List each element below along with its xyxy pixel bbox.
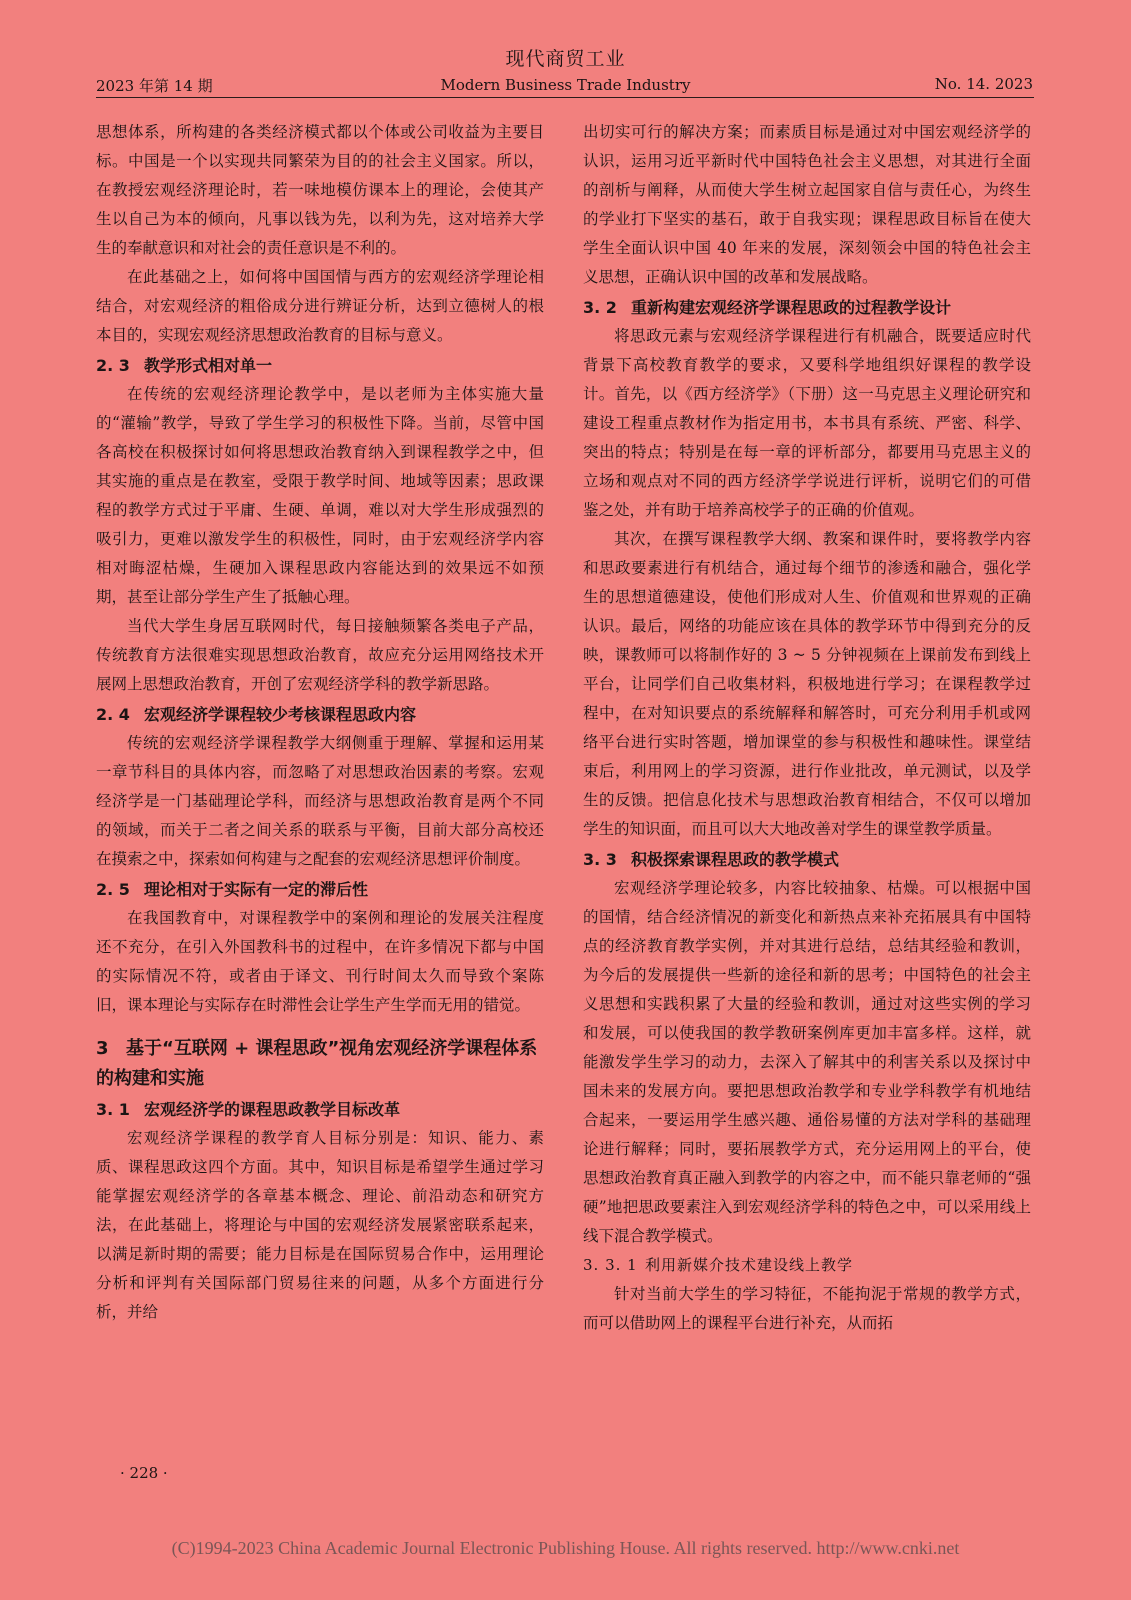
section-heading-3-3 xyxy=(583,845,1031,874)
paragraph: 其次，在撰写课程教学大纲、教案和课件时，要将教学内容和思政要素进行有机结合，通过每个细节的渗透和融合，强化学生的思想道德建设，使他们形成对人生、价值观和世界观的正确认识。最后，网络的功能应该在具体的教学环节中得到充分的反映，课教师可以将制作好的 3 ~ 5 分钟视频在上课前发布到线上平台，让同学们自己收集材料，积极地进行学习；在课程教学过程中，在对知识要点的系统解释和解答时，可充分利用手机或网络平台进行实时答题，增加课堂的参与积极性和趣味性。课堂结束后，利用网上的学习资源，进行作业批改，单元测试，以及学生的反馈。把信息化技术与思想政治教育相结合，不仅可以增加学生的知识面，而且可以大大地改善对学生的课堂教学质量。 xyxy=(583,530,1031,838)
section-number: 3. 3. 1 xyxy=(583,1256,638,1274)
paragraph: 思想体系，所构建的各类经济模式都以个体或公司收益为主要目标。中国是一个以实现共同繁荣为目的的社会主义国家。所以，在教授宏观经济理论时，若一味地模仿课本上的理论，会使其产生以自己为本的倾向，凡事以钱为先，以利为先，这对培养大学生的奉献意识和对社会的责任意识是不利的。 xyxy=(96,123,544,257)
section-title: 宏观经济学课程较少考核课程思政内容 xyxy=(144,705,417,724)
right-column xyxy=(583,118,1031,1338)
section-heading-3-1 xyxy=(96,1095,544,1124)
section-title: 积极探索课程思政的教学模式 xyxy=(631,850,840,869)
paragraph: 在此基础之上，如何将中国国情与西方的宏观经济学理论相结合，对宏观经济的粗俗成分进行辨证分析，达到立德树人的根本目的，实现宏观经济思想政治教育的目标与意义。 xyxy=(96,268,544,344)
section-heading-3-3-1 xyxy=(583,1251,1031,1280)
section-number: 3. 3 xyxy=(583,850,617,869)
paragraph: 在传统的宏观经济理论教学中，是以老师为主体实施大量的“灌输”教学，导致了学生学习的积极性下降。当前，尽管中国各高校在积极探讨如何将思想政治教育纳入到课程教学之中，但其实施的重点是在教室，受限于教学时间、地域等因素；思政课程的教学方式过于平庸、生硬、单调，难以对大学生形成强烈的吸引力，更难以激发学生的积极性，同时，由于宏观经济学内容相对晦涩枯燥，生硬加入课程思政内容能达到的效果远不如预期，甚至让部分学生产生了抵触心理。 xyxy=(96,385,544,606)
section-number: 2. 4 xyxy=(96,705,130,724)
section-heading-3 xyxy=(96,1034,544,1094)
section-heading-2-4 xyxy=(96,700,544,729)
section-number: 3 xyxy=(96,1038,109,1059)
section-number: 2. 3 xyxy=(96,356,130,375)
paragraph: 宏观经济学理论较多，内容比较抽象、枯燥。可以根据中国的国情，结合经济情况的新变化和新热点来补充拓展具有中国特点的经济教育教学实例，并对其进行总结，总结其经验和教训，为今后的发展提供一些新的途径和新的思考；中国特色的社会主义思想和实践积累了大量的经验和教训，通过对这些实例的学习和发展，可以使我国的教学教研案例库更加丰富多样。这样，就能激发学生学习的动力，去深入了解其中的利害关系以及探讨中国未来的发展方向。要把思想政治教学和专业学科教学有机地结合起来，一要运用学生感兴趣、通俗易懂的方法对学科的基础理论进行解释；同时，要拓展教学方式，充分运用网上的平台，使思想政治教育真正融入到教学的内容之中，而不能只靠老师的“强硬”地把思政要素注入到宏观经济学科的特色之中，可以采用线上线下混合教学模式。 xyxy=(583,879,1031,1245)
section-title: 利用新媒介技术建设线上教学 xyxy=(645,1256,854,1274)
issue-number: No. 14. 2023 xyxy=(934,75,1033,93)
section-title: 重新构建宏观经济学课程思政的过程教学设计 xyxy=(631,298,952,317)
paragraph: 宏观经济学课程的教学育人目标分别是：知识、能力、素质、课程思政这四个方面。其中，知识目标是希望学生通过学习能掌握宏观经济学的各章基本概念、理论、前沿动态和研究方法，在此基础上，将理论与中国的宏观经济发展紧密联系起来，以满足新时期的需要；能力目标是在国际贸易合作中，运用理论分析和评判有关国际部门贸易往来的问题，从多个方面进行分析，并给 xyxy=(96,1129,544,1321)
section-heading-2-5 xyxy=(96,875,544,904)
section-heading-2-3 xyxy=(96,351,544,380)
paragraph: 在我国教育中，对课程教学中的案例和理论的发展关注程度还不充分，在引入外国教科书的过程中，在许多情况下都与中国的实际情况不符，或者由于译文、刊行时间太久而导致个案陈旧，课本理论与实际存在时滞性会让学生产生学而无用的错觉。 xyxy=(96,909,544,1014)
section-number: 3. 2 xyxy=(583,298,617,317)
paragraph: 出切实可行的解决方案；而素质目标是通过对中国宏观经济学的认识，运用习近平新时代中国特色社会主义思想，对其进行全面的剖析与阐释，从而使大学生树立起国家自信与责任心，为终生的学业打下坚实的基石，敢于自我实现；课程思政目标旨在使大学生全面认识中国 40 年来的发展，深刻领会中国的特色社会主义思想，正确认识中国的改革和发展战略。 xyxy=(583,123,1031,286)
issue-label: 2023 年第 14 期 xyxy=(96,77,213,95)
section-number: 2. 5 xyxy=(96,880,130,899)
paragraph: 当代大学生身居互联网时代，每日接触频繁各类电子产品，传统教育方法很难实现思想政治教育，故应充分运用网络技术开展网上思想政治教育，开创了宏观经济学科的教学新思路。 xyxy=(96,617,544,693)
section-number: 3. 1 xyxy=(96,1100,130,1119)
journal-title: 现代商贸工业 xyxy=(505,48,626,70)
header-rule xyxy=(96,97,1034,98)
copyright-footer: (C)1994-2023 China Academic Journal Electronic Publishing House. All rights reserved. http://www.cnki.net xyxy=(171,1538,960,1558)
journal-english-title: Modern Business Trade Industry xyxy=(440,76,691,94)
section-title: 教学形式相对单一 xyxy=(144,356,273,375)
section-heading-3-2 xyxy=(583,293,1031,322)
paragraph: 针对当前大学生的学习特征，不能拘泥于常规的教学方式，而可以借助网上的课程平台进行补充，从而拓 xyxy=(583,1285,1031,1332)
left-column xyxy=(96,118,544,1327)
section-title: 理论相对于实际有一定的滞后性 xyxy=(144,880,369,899)
section-title: 基于“互联网 + 课程思政”视角宏观经济学课程体系的构建和实施 xyxy=(96,1038,538,1089)
paragraph: 将思政元素与宏观经济学课程进行有机融合，既要适应时代背景下高校教育教学的要求，又要科学地组织好课程的教学设计。首先，以《西方经济学》（下册）这一马克思主义理论研究和建设工程重点教材作为指定用书，本书具有系统、严密、科学、突出的特点；特别是在每一章的评析部分，都要用马克思主义的立场和观点对不同的西方经济学学说进行评析，说明它们的可借鉴之处，并有助于培养高校学子的正确的价值观。 xyxy=(583,327,1031,519)
page-number: · 228 · xyxy=(120,1464,168,1482)
paragraph: 传统的宏观经济学课程教学大纲侧重于理解、掌握和运用某一章节科目的具体内容，而忽略了对思想政治因素的考察。宏观经济学是一门基础理论学科，而经济与思想政治教育是两个不同的领域，而关于二者之间关系的联系与平衡，目前大部分高校还在摸索之中，探索如何构建与之配套的宏观经济思想评价制度。 xyxy=(96,734,544,868)
section-title: 宏观经济学的课程思政教学目标改革 xyxy=(144,1100,401,1119)
